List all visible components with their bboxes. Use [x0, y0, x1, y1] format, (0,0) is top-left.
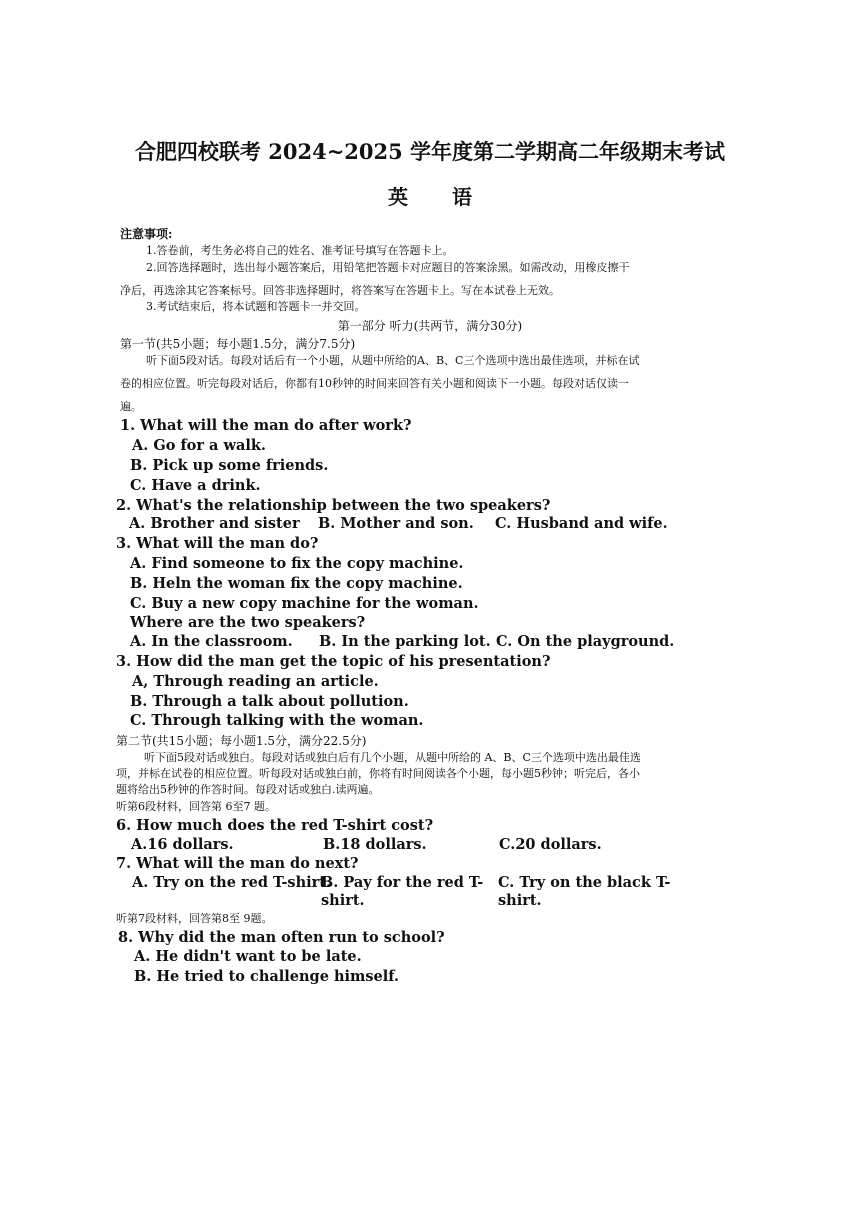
note-2-line-1: 2.回答选择题时，选出每小题答案后，用铅笔把答题卡对应题目的答案涂黑。如需改动，用橡皮擦干 — [146, 261, 630, 274]
question-1-option-c: C. Have a drink. — [130, 477, 261, 494]
subject-heading — [0, 181, 860, 210]
question-3: 3. What will the man do? — [116, 535, 319, 552]
subject-char-1: 英 — [388, 185, 408, 209]
question-7-option-c-line-1: C. Try on the black T- — [498, 874, 671, 891]
question-1-option-a: A. Go for a walk. — [132, 437, 266, 454]
subject-char-2: 语 — [452, 185, 472, 209]
section1-intro-line-2: 卷的相应位置。听完每段对话后，你都有10秒钟的时间来回答有关小题和阅读下一小题。每段对话仅读一 — [120, 377, 629, 390]
section2-heading: 第二节(共15小题；每小题1.5分，满分22.5分) — [116, 734, 367, 748]
question-4-option-b: B. In the parking lot. — [319, 633, 491, 650]
section1-intro-line-3: 遍。 — [120, 400, 142, 413]
question-7-option-b-line-1: B. Pay for the red T- — [321, 874, 484, 891]
question-8-option-a: A. He didn't want to be late. — [134, 948, 362, 965]
question-4-option-c: C. On the playground. — [496, 633, 675, 650]
part1-heading: 第一部分 听力(共两节，满分30分) — [337, 319, 523, 333]
material-6-instruction: 听第6段材料，回答第 6至7 题。 — [116, 800, 276, 813]
question-4-option-a: A. In the classroom. — [130, 633, 293, 650]
question-2-option-a: A. Brother and sister — [129, 515, 300, 532]
question-2-option-b: B. Mother and son. — [318, 515, 474, 532]
question-6-option-c: C.20 dollars. — [499, 836, 602, 853]
question-3-option-a: A. Find someone to fix the copy machine. — [130, 555, 464, 572]
section2-intro-line-3: 题将给出5秒钟的作答时间。每段对话或独白.读两遍。 — [116, 783, 380, 796]
note-1: 1.答卷前，考生务必将自己的姓名、准考证号填写在答题卡上。 — [146, 244, 454, 257]
question-1-option-b: B. Pick up some friends. — [130, 457, 329, 474]
question-6-option-b: B.18 dollars. — [323, 836, 427, 853]
question-5-option-c: C. Through talking with the woman. — [130, 712, 424, 729]
note-3: 3.考试结束后，将本试题和答题卡一并交回。 — [146, 300, 366, 313]
notes-heading: 注意事项: — [120, 227, 173, 241]
question-4: Where are the two speakers? — [130, 614, 366, 631]
question-2-option-c: C. Husband and wife. — [495, 515, 668, 532]
exam-title: 合肥四校联考 2024~2025 学年度第二学期高二年级期末考试 — [134, 139, 726, 164]
question-1: 1. What will the man do after work? — [120, 417, 412, 434]
question-7-option-b-line-2: shirt. — [321, 892, 365, 909]
question-7-option-a: A. Try on the red T-shirt. — [132, 874, 332, 891]
question-5-option-a: A, Through reading an article. — [132, 673, 379, 690]
question-7: 7. What will the man do next? — [116, 855, 359, 872]
note-2-line-2: 净后，再选涂其它答案标号。回答非选择题时，将答案写在答题卡上。写在本试卷上无效。 — [120, 284, 560, 297]
section1-intro-line-1: 听下面5段对话。每段对话后有一个小题，从题中所给的A、B、C三个选项中选出最佳选项，并标在试 — [146, 354, 640, 367]
section2-intro-line-2: 项，并标在试卷的相应位置。听每段对话或独白前，你将有时间阅读各个小题，每小题5秒钟；听完后，各小 — [116, 767, 640, 780]
section2-intro-line-1: 听下面5段对话或独白。每段对话或独白后有几个小题，从题中所给的 A、B、C三个选项中选出最佳选 — [144, 751, 641, 764]
question-5-option-b: B. Through a talk about pollution. — [130, 693, 409, 710]
question-8-option-b: B. He tried to challenge himself. — [134, 968, 400, 985]
material-7-instruction: 听第7段材料，回答第8至 9题。 — [116, 912, 273, 925]
question-7-option-c-line-2: shirt. — [498, 892, 542, 909]
question-3-option-b: B. Heln the woman fix the copy machine. — [130, 575, 463, 592]
question-5: 3. How did the man get the topic of his presentation? — [116, 653, 551, 670]
question-8: 8. Why did the man often run to school? — [118, 929, 445, 946]
section1-heading: 第一节(共5小题；每小题1.5分，满分7.5分) — [120, 337, 356, 351]
question-2: 2. What's the relationship between the two speakers? — [116, 497, 551, 514]
question-3-option-c: C. Buy a new copy machine for the woman. — [130, 595, 479, 612]
question-6: 6. How much does the red T-shirt cost? — [116, 817, 434, 834]
question-6-option-a: A.16 dollars. — [131, 836, 234, 853]
